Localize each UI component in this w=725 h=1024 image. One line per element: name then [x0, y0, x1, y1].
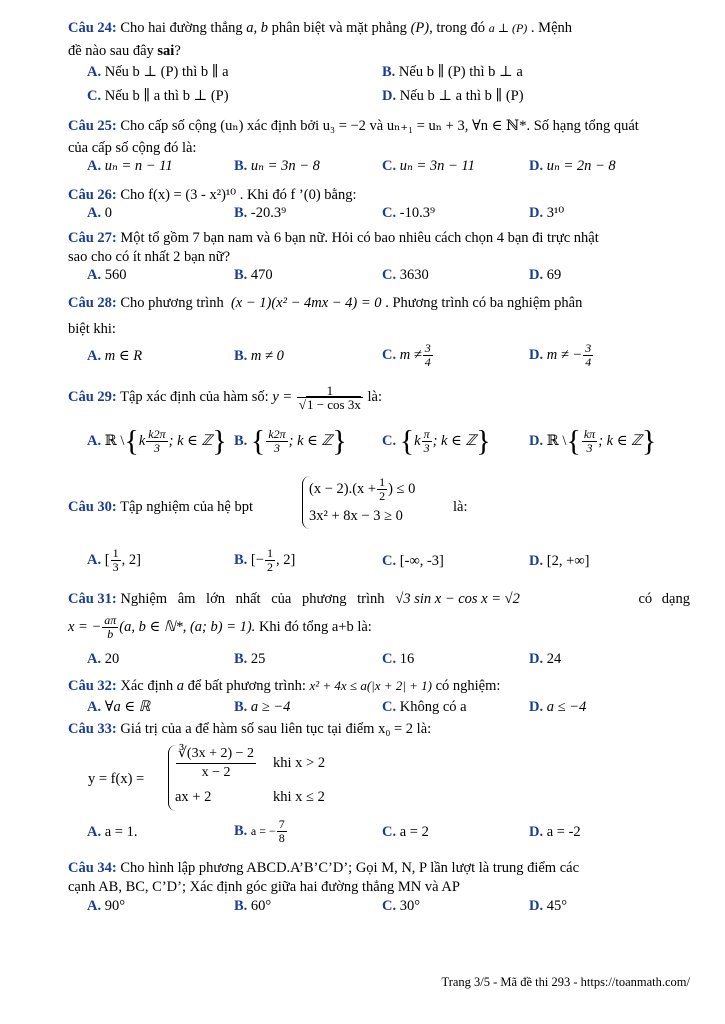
option-letter: A. — [87, 898, 102, 914]
question-text: biệt khi: — [68, 321, 116, 337]
question-number: Câu 34: — [68, 860, 117, 876]
option-b[interactable] — [234, 699, 290, 716]
option-text: a = 2 — [399, 824, 429, 840]
question-number: Câu 26: — [68, 187, 117, 203]
question-28-options — [87, 342, 690, 374]
question-text: Xác định — [120, 678, 174, 694]
option-text: m ≠ − — [546, 346, 583, 363]
option-a[interactable] — [87, 699, 150, 716]
fraction-denominator: 4 — [424, 355, 431, 369]
option-text: uₙ = 2n − 8 — [546, 158, 616, 174]
option-text: 3¹⁰ — [546, 205, 565, 221]
option-text: , 2] — [121, 551, 141, 568]
option-text: a ≤ −4 — [546, 699, 587, 715]
option-d[interactable] — [529, 158, 616, 175]
option-text: 3630 — [399, 267, 429, 283]
option-d[interactable] — [529, 898, 567, 915]
option-fraction — [111, 547, 121, 574]
option-letter: C. — [382, 267, 397, 283]
question-32 — [68, 676, 690, 696]
option-letter: A. — [87, 551, 102, 568]
option-letter: D. — [529, 553, 544, 569]
fraction-numerator: 3 — [424, 341, 431, 355]
option-fraction — [583, 342, 593, 369]
question-plane: (P) — [410, 20, 430, 36]
option-text: m ≠ — [399, 346, 422, 363]
question-29 — [68, 384, 690, 424]
option-letter: D. — [529, 824, 544, 840]
system-text: ) ≤ 0 — [388, 481, 416, 497]
question-text: Cho f(x) = (3 - x²)¹⁰ . Khi đó f ’(0) bằng: — [120, 187, 357, 203]
piecewise-cases — [168, 745, 375, 811]
case-1-fraction — [176, 745, 256, 782]
fraction-numerator: k2π — [268, 427, 286, 441]
question-text: là: — [453, 499, 468, 515]
question-number: Câu 25: — [68, 118, 117, 134]
question-condition: a ⊥ (P) — [488, 21, 528, 35]
option-a[interactable] — [87, 348, 142, 365]
option-a[interactable] — [87, 158, 173, 175]
question-27 — [68, 229, 690, 248]
option-text: -10.3⁹ — [399, 205, 435, 221]
question-30-prefix — [68, 498, 253, 517]
question-28-line2 — [68, 320, 690, 339]
question-34-line2 — [68, 878, 690, 897]
option-text: 0 — [104, 205, 112, 221]
option-letter: B. — [382, 64, 396, 80]
question-26 — [68, 186, 690, 205]
fraction-numerator: 1 — [379, 475, 386, 490]
option-letter: C. — [382, 553, 397, 569]
question-number: Câu 30: — [68, 499, 117, 515]
option-text: ; k ∈ ℤ — [288, 432, 333, 449]
option-d[interactable] — [382, 88, 524, 105]
option-letter: B. — [234, 205, 248, 221]
option-letter: A. — [87, 205, 102, 221]
option-letter: D. — [529, 158, 544, 174]
question-29-options — [87, 424, 690, 462]
option-c[interactable] — [382, 342, 434, 369]
function-fraction — [297, 384, 363, 411]
option-c[interactable]: C. {k $\frac{\pi}{3}$ ; k ∈ ℤ} — [382, 424, 491, 458]
option-b[interactable] — [234, 651, 265, 668]
fraction-numerator: 3 — [585, 341, 592, 355]
option-letter: B. — [234, 551, 248, 568]
option-d[interactable] — [529, 699, 586, 716]
question-var: a — [176, 678, 184, 694]
question-text: để bất phương trình: — [187, 678, 306, 694]
question-equation: √3 sin x − cos x = √2 — [395, 591, 520, 607]
option-letter: B. — [234, 348, 248, 364]
question-number: Câu 28: — [68, 295, 117, 311]
option-a[interactable] — [87, 205, 112, 222]
function-lhs: y = f(x) = — [88, 771, 145, 787]
option-text: uₙ = 3n − 11 — [399, 158, 475, 174]
option-text: , 2] — [275, 551, 296, 568]
fraction-numerator: kπ — [583, 427, 596, 441]
option-letter: A. — [87, 267, 102, 283]
question-text: của cấp số cộng đó là: — [68, 140, 197, 156]
option-d[interactable] — [529, 553, 589, 570]
fraction-numerator: 1 — [266, 546, 273, 560]
system-line-2: 3x² + 8x − 3 ≥ 0 — [309, 508, 403, 525]
fraction-denominator: 3 — [112, 560, 119, 574]
fraction-denominator: 8 — [278, 831, 285, 845]
question-text: đề nào sau đây — [68, 43, 154, 59]
case-1-condition: khi x > 2 — [273, 755, 326, 771]
option-text: 30° — [399, 898, 421, 914]
option-text: a = − — [250, 823, 276, 838]
option-a[interactable] — [87, 651, 119, 668]
question-24-options-row2 — [87, 88, 690, 108]
system-text: (x − 2).(x + — [309, 481, 377, 497]
question-text: là: — [367, 388, 382, 405]
case-2-condition: khi x ≤ 2 — [273, 789, 325, 805]
question-text: ? — [174, 43, 181, 59]
option-text: ℝ \ — [546, 432, 567, 449]
option-b[interactable] — [234, 158, 320, 175]
option-d[interactable]: D. ℝ \{ $\frac{k\pi}{3}$ ; k ∈ ℤ} — [529, 424, 657, 458]
question-text: có nghiệm: — [435, 678, 501, 694]
fraction-denominator: 4 — [585, 355, 592, 369]
option-fraction — [146, 428, 167, 455]
system-fraction — [377, 476, 387, 503]
option-letter: D. — [529, 346, 544, 363]
option-letter: B. — [234, 267, 248, 283]
option-letter: B. — [234, 432, 248, 449]
question-text: Tập xác định của hàm số: — [120, 388, 269, 405]
option-text: [− — [250, 551, 264, 568]
question-text: Cho hai đường thẳng — [120, 20, 243, 36]
option-a[interactable]: A. ℝ \{k $\frac{k2\pi}{3}$ ; k ∈ ℤ} — [87, 424, 227, 458]
case-1 — [175, 745, 375, 785]
option-d[interactable] — [529, 205, 564, 222]
question-33 — [68, 720, 690, 739]
sqrt-radicand: 1 − cos 3x — [306, 397, 361, 412]
option-text: Nếu b ⊥ a thì b ∥ (P) — [399, 88, 524, 104]
question-24-line2 — [68, 42, 690, 61]
question-text: phân biệt và mặt phẳng — [271, 20, 407, 36]
question-equation: x² + 4x ≤ a(|x + 2| + 1) — [309, 678, 432, 693]
question-31 — [68, 590, 690, 609]
question-text: cạnh AB, BC, C’D’; Xác định góc giữa hai đường thẳng MN và AP — [68, 879, 460, 895]
option-letter: C. — [382, 158, 397, 174]
option-text: m ≠ 0 — [250, 348, 284, 364]
question-30-options — [87, 547, 690, 581]
question-24-options-row1 — [87, 64, 690, 84]
option-c[interactable] — [382, 158, 475, 175]
question-text: Nghiệm âm lớn nhất của phương trình — [120, 591, 385, 607]
option-b[interactable] — [234, 898, 271, 915]
option-text: 470 — [250, 267, 273, 283]
option-text: ; k ∈ ℤ — [168, 432, 213, 449]
option-text: ; k ∈ ℤ — [598, 432, 642, 449]
option-text: 90° — [104, 898, 126, 914]
option-letter: C. — [382, 824, 397, 840]
option-c[interactable] — [382, 898, 420, 915]
option-text: a ≥ −4 — [250, 699, 291, 715]
option-letter: D. — [529, 699, 544, 715]
question-31-options — [87, 651, 690, 671]
option-text: uₙ = 3n − 8 — [250, 158, 320, 174]
option-text: [-∞, -3] — [399, 553, 444, 569]
case-2-expr: ax + 2 — [175, 789, 212, 805]
option-text: Không có a — [399, 699, 467, 715]
option-a[interactable] — [87, 547, 141, 574]
option-letter: D. — [529, 651, 544, 667]
solution-form: x = − — [68, 618, 102, 635]
case-2 — [175, 785, 375, 811]
question-number: Câu 33: — [68, 721, 117, 737]
question-text: Cho hình lập phương ABCD.A’B’C’D’; Gọi M, N, P lần lượt là trung điểm các — [120, 860, 580, 876]
solution-fraction — [102, 614, 118, 641]
option-text: [2, +∞] — [546, 553, 590, 569]
question-text: . Phương trình có ba nghiệm phân — [385, 295, 583, 311]
question-30 — [68, 474, 690, 544]
fraction-denominator: 2 — [379, 489, 386, 504]
option-letter: A. — [87, 432, 102, 449]
option-letter: A. — [87, 824, 102, 840]
fraction-numerator: π — [423, 427, 430, 441]
option-letter: A. — [87, 699, 102, 715]
question-text: Cho phương trình — [120, 295, 224, 311]
piecewise-function — [88, 745, 488, 817]
option-letter: A. — [87, 348, 102, 364]
question-number: Câu 24: — [68, 20, 117, 36]
option-d[interactable] — [529, 824, 581, 841]
option-c[interactable] — [382, 553, 444, 570]
option-letter: C. — [382, 651, 397, 667]
option-text: 560 — [104, 267, 127, 283]
option-d[interactable] — [529, 342, 594, 369]
option-letter: C. — [382, 699, 397, 715]
option-text: ℝ \ — [104, 432, 125, 449]
question-vars: a, b — [246, 20, 269, 36]
page-footer: Trang 3/5 - Mã đề thi 293 - https://toanmath.com/ — [441, 975, 690, 989]
option-fraction — [277, 818, 287, 845]
option-letter: C. — [382, 432, 397, 449]
fraction-denominator: 2 — [266, 560, 273, 574]
question-24 — [68, 19, 690, 38]
question-text: , trong đó — [429, 20, 486, 36]
option-letter: C. — [382, 346, 397, 363]
option-b[interactable] — [382, 64, 523, 81]
option-b[interactable] — [234, 267, 273, 284]
option-c[interactable] — [382, 824, 429, 841]
option-text: a = -2 — [546, 824, 581, 840]
option-text: 24 — [546, 651, 562, 667]
question-25-options — [87, 158, 690, 178]
option-a[interactable] — [87, 64, 229, 81]
question-text: Tập nghiệm của hệ bpt — [120, 499, 253, 515]
option-a[interactable] — [87, 898, 125, 915]
fraction-numerator: k2π — [148, 427, 166, 441]
option-letter: C. — [382, 205, 397, 221]
fraction-numerator: aπ — [104, 613, 117, 627]
option-fraction — [422, 428, 432, 455]
fraction-denominator: √1 − cos 3x — [298, 397, 361, 412]
question-number: Câu 29: — [68, 388, 117, 405]
option-fraction — [582, 428, 597, 455]
option-letter: A. — [87, 64, 102, 80]
question-number: Câu 31: — [68, 591, 117, 607]
fraction-denominator: 3 — [274, 441, 280, 455]
option-b[interactable] — [234, 547, 295, 574]
option-text: -20.3⁹ — [250, 205, 287, 221]
fraction-denominator: 3 — [423, 441, 430, 455]
option-a[interactable] — [87, 824, 137, 841]
function-lhs: y = — [272, 388, 293, 405]
option-letter: D. — [529, 898, 544, 914]
question-25-line2 — [68, 139, 690, 158]
question-32-options — [87, 699, 690, 719]
option-c[interactable] — [382, 699, 467, 716]
question-number: Câu 27: — [68, 230, 117, 246]
fraction-numerator: 1 — [326, 383, 334, 398]
option-text: 69 — [546, 267, 562, 283]
option-b[interactable] — [234, 348, 284, 365]
question-emphasis: sai — [157, 43, 175, 59]
option-d[interactable] — [529, 267, 561, 284]
option-c[interactable] — [382, 651, 414, 668]
question-28 — [68, 294, 690, 313]
option-letter: D. — [382, 88, 397, 104]
option-b[interactable] — [234, 818, 288, 845]
option-letter: C. — [87, 88, 102, 104]
option-text: ∀a ∈ ℝ — [104, 699, 151, 715]
question-31-line2 — [68, 614, 690, 650]
option-text: 60° — [250, 898, 272, 914]
option-letter: C. — [382, 898, 397, 914]
option-fraction — [266, 428, 287, 455]
option-fraction — [423, 342, 433, 369]
option-c[interactable] — [382, 267, 429, 284]
inequality-system — [302, 476, 415, 529]
option-c[interactable] — [382, 205, 435, 222]
question-33-options — [87, 818, 690, 850]
question-34-options — [87, 898, 690, 918]
option-c[interactable] — [87, 88, 229, 105]
fraction-denominator: 3 — [586, 441, 593, 455]
question-text: Một tổ gồm 7 bạn nam và 6 bạn nữ. Hỏi có bao nhiêu cách chọn 4 bạn đi trực nhật — [120, 230, 599, 246]
option-letter: B. — [234, 822, 248, 839]
option-a[interactable] — [87, 267, 126, 284]
question-26-options — [87, 205, 690, 225]
fraction-numerator: 1 — [112, 546, 119, 560]
fraction-numerator: 7 — [278, 817, 285, 831]
question-text: Khi đó tổng a+b là: — [258, 618, 372, 635]
option-text: 45° — [546, 898, 568, 914]
option-text: k — [414, 432, 421, 449]
option-text: Nếu b ⊥ (P) thì b ∥ a — [104, 64, 229, 80]
option-letter: D. — [529, 267, 544, 283]
question-text: có dạng — [638, 591, 690, 607]
option-letter: B. — [234, 699, 248, 715]
option-text: 16 — [399, 651, 415, 667]
option-text: Nếu b ∥ a thì b ⊥ (P) — [104, 88, 229, 104]
fraction-numerator: ∛(3x + 2) − 2 — [176, 745, 256, 764]
option-text: a = 1. — [104, 824, 138, 840]
option-text: Nếu b ∥ (P) thì b ⊥ a — [398, 64, 523, 80]
option-letter: A. — [87, 651, 102, 667]
option-text: ; k ∈ ℤ — [432, 432, 477, 449]
option-letter: D. — [529, 205, 544, 221]
option-text: uₙ = n − 11 — [104, 158, 173, 174]
question-34 — [68, 859, 690, 878]
question-equation: (x − 1)(x² − 4mx − 4) = 0 — [230, 295, 382, 311]
option-text: [ — [104, 551, 110, 568]
question-25 — [68, 117, 690, 136]
solution-condition: (a, b ∈ ℕ*, (a; b) = 1). — [119, 618, 256, 635]
option-d[interactable] — [529, 651, 561, 668]
option-text: 25 — [250, 651, 266, 667]
fraction-denominator: b — [107, 627, 114, 641]
system-line-1 — [309, 476, 415, 503]
question-27-line2 — [68, 248, 690, 267]
question-27-options — [87, 267, 690, 287]
option-fraction — [265, 547, 275, 574]
question-text: Cho cấp số cộng (uₙ) xác định bởi u₃ = −2 và uₙ₊₁ = uₙ + 3, ∀n ∈ ℕ*. Số hạng tổng quát — [120, 118, 639, 134]
question-number: Câu 32: — [68, 678, 117, 694]
option-letter: B. — [234, 898, 248, 914]
option-text: 20 — [104, 651, 120, 667]
option-text: m ∈ R — [104, 348, 143, 364]
option-letter: A. — [87, 158, 102, 174]
question-text: Giá trị của a để hàm số sau liên tục tại điểm x₀ = 2 là: — [120, 721, 432, 737]
option-letter: B. — [234, 651, 248, 667]
option-letter: B. — [234, 158, 248, 174]
fraction-denominator: x − 2 — [201, 765, 231, 780]
question-text: . Mệnh — [530, 20, 573, 36]
option-b[interactable]: B. { $\frac{k2\pi}{3}$ ; k ∈ ℤ} — [234, 424, 347, 458]
option-b[interactable] — [234, 205, 286, 222]
option-letter: D. — [529, 432, 544, 449]
question-text: sao cho có ít nhất 2 bạn nữ? — [68, 249, 231, 265]
fraction-denominator: 3 — [153, 441, 160, 455]
